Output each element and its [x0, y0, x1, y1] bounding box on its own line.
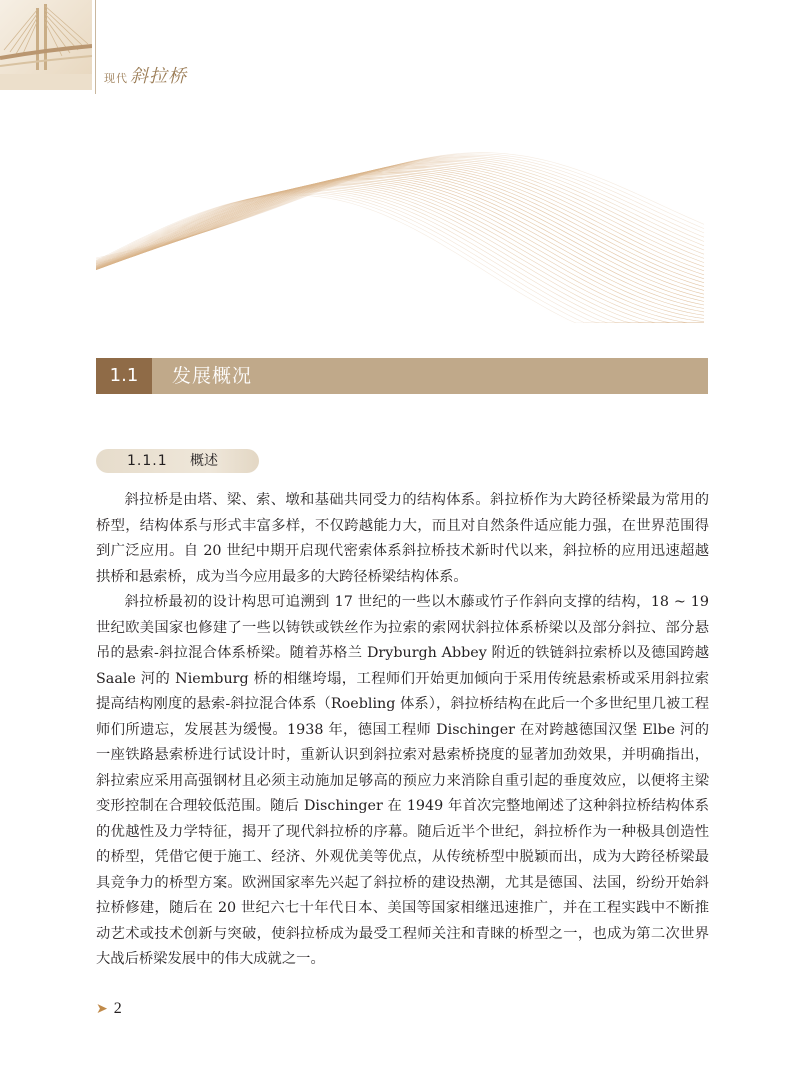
subsection-title: 概述: [190, 453, 218, 469]
page-number: 2: [113, 1000, 122, 1017]
wave-line: [96, 189, 704, 323]
wave-line: [96, 187, 704, 323]
section-title: 发展概况: [172, 365, 253, 387]
wave-line: [96, 170, 704, 283]
paragraph: 斜拉桥是由塔、梁、索、墩和基础共同受力的结构体系。斜拉桥作为大跨径桥梁最为常用的桥型，结构体系与形式丰富多样，不仅跨越能力大，而且对自然条件适应能力强，在世界范围得到广泛应用。自 20 世纪中期开启现代密索体系斜拉桥技术新时代以来，斜拉桥的应用迅速超越拱桥和悬索桥，成为当今应用最多的大跨径桥梁结构体系。: [96, 492, 709, 585]
wave-line: [96, 191, 704, 323]
folio-arrow-icon: ➤: [96, 1001, 108, 1017]
wave-line: [96, 176, 704, 302]
paragraph: 斜拉桥最初的设计构思可追溯到 17 世纪的一些以木藤或竹子作斜向支撑的结构，18 ~ 19 世纪欧美国家也修建了一些以铸铁或铁丝作为拉索的索网状斜拉体系桥梁以及部分斜拉、部分悬吊的悬索-斜拉混合体系桥梁。随着苏格兰 Dryburgh Abbey 附近的铁链斜拉索桥以及德国跨越 Saale 河的 Niemburg 桥的相继垮塌，工程师们开始更加倾向于采用传统悬索桥或采用斜拉索提高结构刚度的悬索-斜拉混合体系（Roebling 体系），斜拉桥结构在此后一个多世纪里几被工程师们所遗忘，发展甚为缓慢。1938 年，德国工程师 Dischinger 在对跨越德国汉堡 Elbe 河的一座铁路悬索桥进行试设计时，重新认识到斜拉索对悬索桥挠度的显著加劲效果，并明确指出，斜拉索应采用高强钢材且必须主动施加足够高的预应力来消除自重引起的垂度效应，以便将主梁变形控制在合理较低范围。随后 Dischinger 在 1949 年首次完整地阐述了这种斜拉桥结构体系的优越性及力学特征，揭开了现代斜拉桥的序幕。随后近半个世纪，斜拉桥作为一种极具创造性的桥型，凭借它便于施工、经济、外观优美等优点，从传统桥型中脱颖而出，成为大跨径桥梁最具竞争力的桥型方案。欧洲国家率先兴起了斜拉桥的建设热潮，尤其是德国、法国，纷纷开始斜拉桥修建，随后在 20 世纪六七十年代日本、美国等国家相继迅速推广，并在工程实践中不断推动艺术或技术创新与突破，使斜拉桥成为最受工程师关注和青睐的桥型之一，也成为第二次世界大战后桥梁发展中的伟大成就之一。: [96, 594, 709, 967]
wave-line: [96, 186, 704, 324]
body-text: [96, 488, 709, 973]
wave-line: [96, 182, 704, 319]
running-header-title: [104, 62, 187, 88]
section-heading-bar: [96, 358, 708, 394]
wave-line: [96, 165, 704, 267]
subsection-heading: [96, 449, 259, 473]
page-folio: [96, 1000, 122, 1018]
wave-line: [96, 163, 704, 266]
wave-line: [96, 190, 704, 323]
wave-line: [96, 153, 704, 258]
decorative-wave-graphic: [96, 108, 710, 323]
wave-line: [96, 184, 704, 323]
wave-line: [96, 156, 704, 261]
wave-line: [96, 158, 704, 263]
running-header-prefix: 现代: [104, 72, 128, 85]
subsection-number: 1.1.1: [127, 453, 168, 469]
section-number: 1.1: [96, 358, 152, 394]
header-bridge-image: [0, 0, 92, 90]
running-header-main: 斜拉桥: [130, 66, 187, 87]
header-divider: [95, 0, 96, 94]
